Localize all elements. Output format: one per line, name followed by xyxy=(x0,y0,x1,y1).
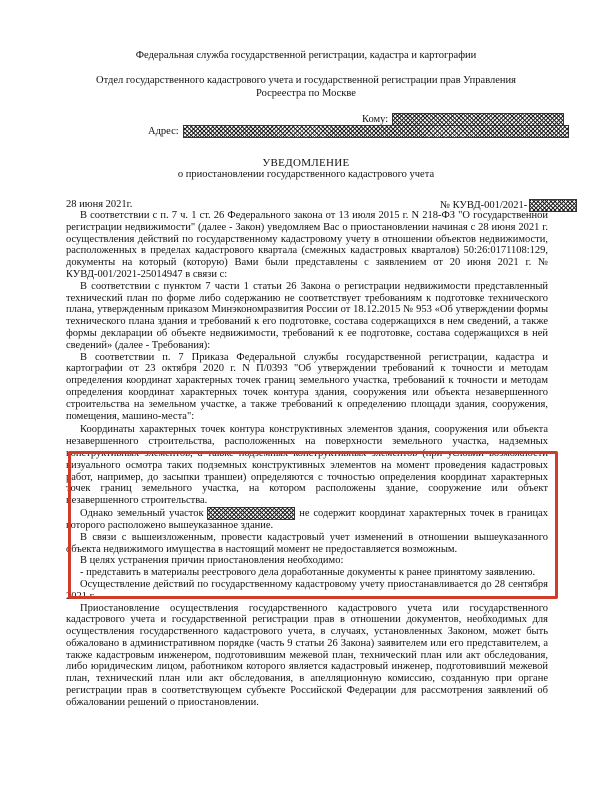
notice-body xyxy=(66,210,548,709)
redacted-address xyxy=(183,125,569,138)
land-plot-suffix: не содержит координат характерных точек в границах которого расположено вышеуказанное здание. xyxy=(66,507,548,531)
paragraph-7: - представить в материалы реестрового дела доработанные документы к ранее принятому заявлению. xyxy=(80,567,536,579)
agency-name: Федеральная служба государственной регистрации, кадастра и картографии xyxy=(135,50,477,61)
paragraph-4: Координаты характерных точек контура конструктивных элементов здания, сооружения или объекта незавершенного строительства, расположенных на поверхности земельного участка, надземных конструктивных элементов, а также подземных конструктивных элементов (при условии возможности визуального осмотра таких подземных конструктивных элементов на момент проведения кадастровых работ, например, до засыпки траншеи) определяются с точностью определения координат характерных точек границ земельного участка, на котором расположены здание, сооружение или объект незавершенного строительства. xyxy=(66,424,548,507)
department-name xyxy=(60,74,552,100)
paragraph-2: В соответствии с пунктом 7 части 1 статьи 26 Закона о регистрации недвижимости представленный технический план по форме либо содержанию не соответствует требованиям к подготовке технического плана, утвержденным приказом Минэкономразвития России от 18.12.2015 № 953 «Об утверждении формы технического плана здания и требований к его подготовке, состава содержащихся в нем сведений, а также формы декларации об объекте недвижимости, требований к ее подготовке, состава содержащихся в ней сведений» (далее - Требования): xyxy=(66,280,548,351)
recipient-address xyxy=(148,125,569,138)
address-label: Адрес: xyxy=(148,126,179,137)
land-plot-prefix: Однако земельный участок xyxy=(80,507,204,519)
paragraph-5: В связи с вышеизложенным, провести кадастровый учет изменений в отношении вышеуказанного объекта недвижимого имущества в настоящий момент не предоставляется возможным. xyxy=(66,531,548,555)
department-line-2: Росреестра по Москве xyxy=(256,88,356,99)
to-label: Кому: xyxy=(362,114,389,125)
redacted-land-plot xyxy=(207,507,295,520)
paragraph-9: Приостановление осуществления государственного кадастрового учета или государственного кадастрового учета и государственной регистрации прав в отношении документов, необходимых для осуществления государственного кадастрового учета, в случаях, установленных Законом, может быть обжаловано в административном порядке (часть 9 статьи 26 Закона) заявителем или его представителем, а также кадастровым инженером, подготовившим межевой план, технический план или акт обследования, либо юридическим лицом, работником которого является кадастровый инженер, подготовивший межевой план, технический план или акт обследования, в апелляционную комиссию, созданную при органе регистрации прав в соответствующем субъекте Российской Федерации для рассмотрения заявлений об обжаловании решений о приостановлении. xyxy=(66,602,548,708)
paragraph-6: В целях устранения причин приостановления необходимо: xyxy=(80,555,344,567)
notice-date: 28 июня 2021г. xyxy=(66,199,133,210)
paragraph-3: В соответствии п. 7 Приказа Федеральной службы государственной регистрации, кадастра и картографии от 23 октября 2020 г. N П/0393 "Об утверждении требований к точности и методам определения координат характерных точек границ земельного участка, требований к точности и методам определения координат характерных точек контура здания, сооружения или объекта незавершенного строительства на земельном участке, а также требований к определению площади здания, сооружения, помещения, машино-места": xyxy=(66,351,548,422)
notice-subtitle: о приостановлении государственного кадастрового учета xyxy=(177,169,435,180)
paragraph-1: В соответствии с п. 7 ч. 1 ст. 26 Федерального закона от 13 июля 2015 г. N 218-ФЗ "О государственной регистрации недвижимости" (далее - Закон) уведомляем Вас о приостановлении начиная с 28 июня 2021 г. осуществления действий по государственному кадастровому учету в отношении объектов недвижимости, расположенных в пределах кадастрового квартала (смежных кадастровых кварталов) 50:26:0171108:129, документы на который (которую) Вами были представлены с заявлением от 20 июня 2021 г. № КУВД-001/2021-25014947 в связи с: xyxy=(66,210,548,280)
paragraph-land-plot xyxy=(66,507,548,532)
department-line-1: Отдел государственного кадастрового учета и государственной регистрации прав Управления xyxy=(95,75,516,86)
notice-number-prefix: № КУВД-001/2021- xyxy=(440,200,528,211)
notice-title: УВЕДОМЛЕНИЕ xyxy=(262,157,350,169)
paragraph-8: Осуществление действий по государственному кадастровому учету приостанавливается до 28 сентября 2021 г. xyxy=(66,578,548,602)
